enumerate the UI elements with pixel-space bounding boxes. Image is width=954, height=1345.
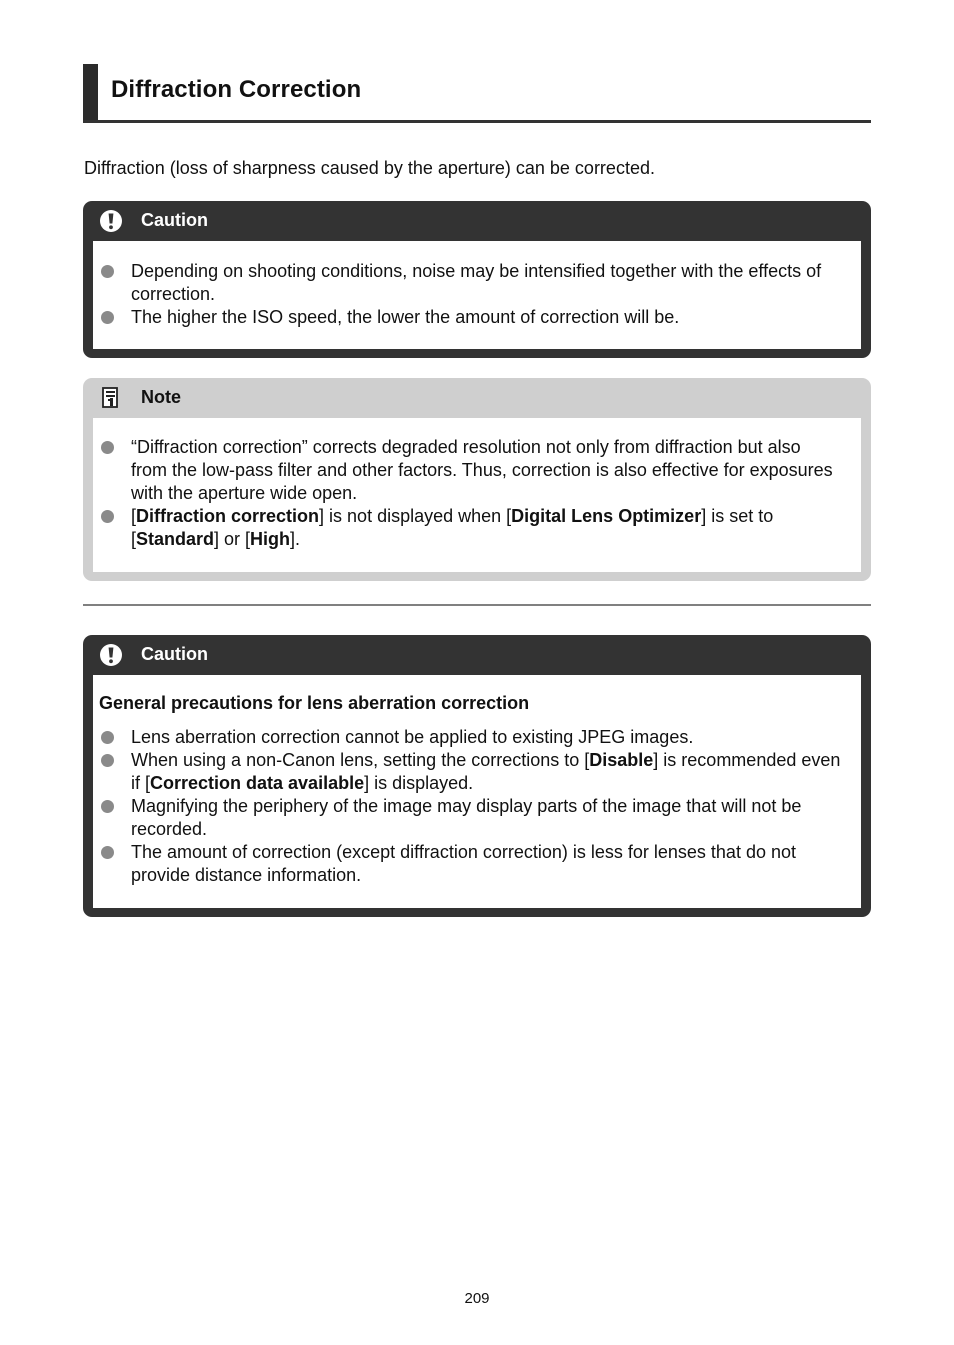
list-item: Lens aberration correction cannot be applied to existing JPEG images. <box>93 726 841 749</box>
caution-header <box>83 201 871 241</box>
caution-box <box>83 201 871 358</box>
menu-term: High <box>250 529 291 549</box>
menu-term: Digital Lens Optimizer <box>511 506 702 526</box>
list-item: The higher the ISO speed, the lower the amount of correction will be. <box>93 306 841 329</box>
note-list <box>93 436 841 551</box>
caution-body <box>93 241 861 349</box>
note-icon <box>99 386 123 410</box>
intro-text: Diffraction (loss of sharpness caused by the aperture) can be corrected. <box>84 158 655 178</box>
caution-label: Caution <box>141 210 208 230</box>
menu-term: Disable <box>589 750 654 770</box>
caution-list <box>93 260 841 329</box>
note-box <box>83 378 871 581</box>
text-run: ] is recommended even if [ <box>131 750 841 793</box>
text-run: ] is not displayed when [ <box>319 506 512 526</box>
list-item: The amount of correction (except diffraction correction) is less for lenses that do not provide distance information. <box>93 841 841 887</box>
text-run: [ <box>131 506 137 526</box>
text-run: ]. <box>290 529 301 549</box>
caution-header <box>83 635 871 675</box>
page-number: 209 <box>464 1290 490 1307</box>
list-item <box>93 749 841 795</box>
list-item: Depending on shooting conditions, noise may be intensified together with the effects of correction. <box>93 260 841 306</box>
caution-label: Caution <box>141 644 208 664</box>
caution-list <box>93 726 841 887</box>
page-title: Diffraction Correction <box>111 76 362 103</box>
text-run: ] is set to [ <box>131 506 774 549</box>
menu-term: Diffraction correction <box>136 506 320 526</box>
caution-box-general <box>83 635 871 917</box>
section-heading <box>83 64 871 123</box>
note-header <box>83 378 871 418</box>
caution-icon <box>99 643 123 667</box>
text-run: ] or [ <box>214 529 251 549</box>
caution-body <box>93 675 861 908</box>
list-item: Magnifying the periphery of the image may display parts of the image that will not be recorded. <box>93 795 841 841</box>
menu-term: Correction data available <box>150 773 365 793</box>
note-label: Note <box>141 387 181 407</box>
text-run: ] is displayed. <box>364 773 474 793</box>
caution-icon <box>99 209 123 233</box>
caution-subheading: General precautions for lens aberration correction <box>99 693 530 713</box>
section-divider <box>83 604 871 606</box>
text-run: When using a non-Canon lens, setting the corrections to [ <box>131 750 590 770</box>
list-item <box>93 505 841 551</box>
list-item: “Diffraction correction” corrects degraded resolution not only from diffraction but also from the low-pass filter and other factors. Thus, correction is also effective for exposures with the aperture wide open. <box>93 436 841 505</box>
heading-bar <box>83 64 98 120</box>
menu-term: Standard <box>136 529 215 549</box>
note-body <box>93 418 861 572</box>
